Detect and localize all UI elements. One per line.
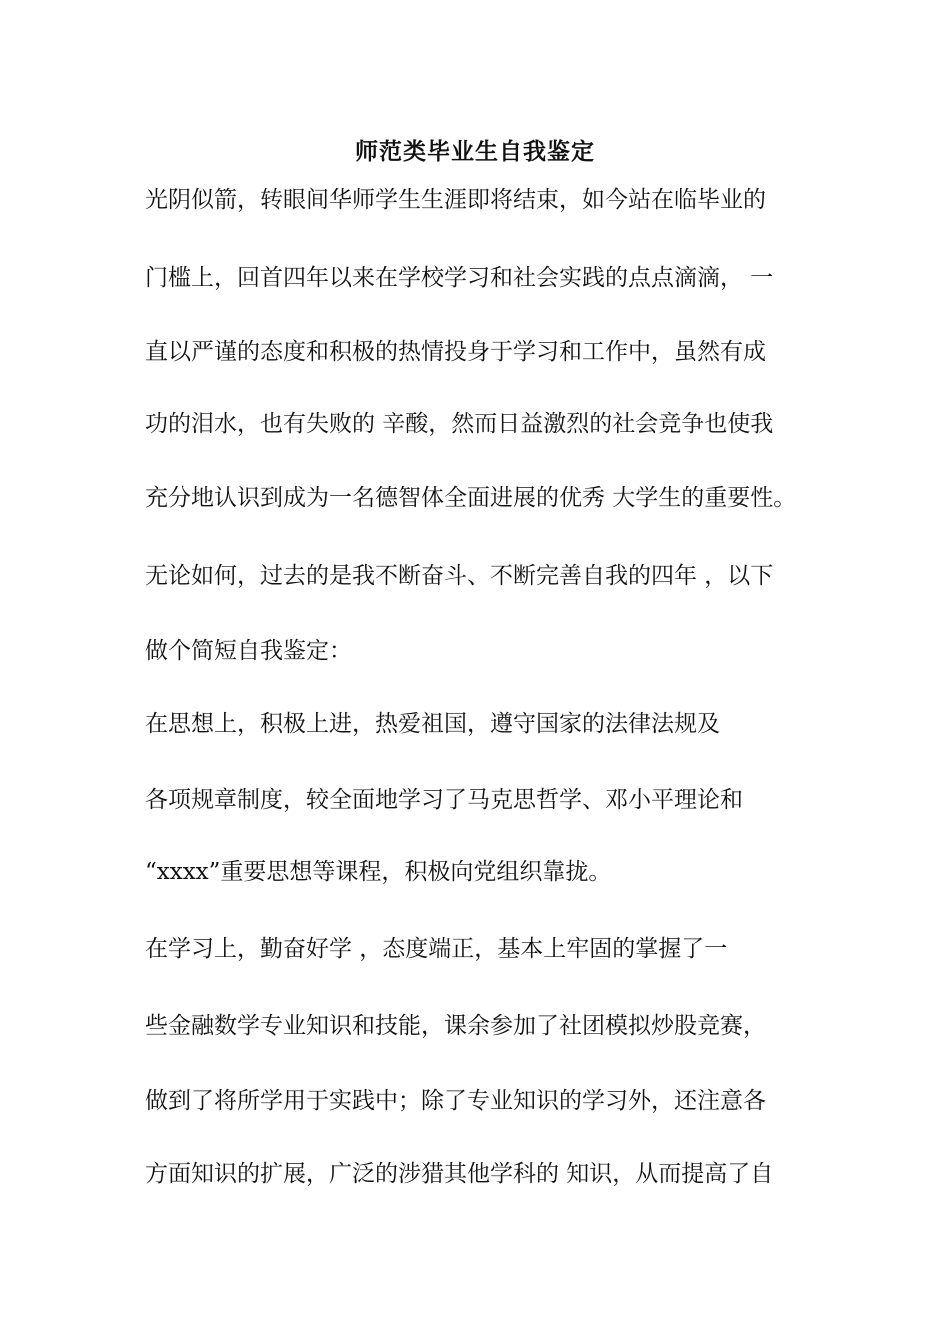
text-line: 直以严谨的态度和积极的热情投身于学习和工作中，虽然有成 <box>145 339 766 365</box>
text-line: 做到了将所学用于实践中；除了专业知识的学习外，还注意各 <box>145 1088 766 1114</box>
text-line: 做个简短自我鉴定： <box>145 638 352 664</box>
text-line: 在学习上，勤奋好学 ，态度端正，基本上牢固的掌握了一 <box>145 936 728 962</box>
text-line: 在思想上，积极上进，热爱祖国，遵守国家的法律法规及 <box>145 711 720 737</box>
text-line: “xxxx”重要思想等课程，积极向党组织靠拢。 <box>145 859 612 885</box>
document-title: 师范类毕业生自我鉴定 <box>355 139 595 165</box>
text-line: 些金融数学专业知识和技能，课余参加了社团模拟炒股竞赛， <box>145 1013 766 1039</box>
text-line: 门槛上，回首四年以来在学校学习和社会实践的点点滴滴， 一 <box>145 265 774 291</box>
text-line: 光阴似箭，转眼间华师学生生涯即将结束，如今站在临毕业的 <box>145 187 766 213</box>
text-line: 方面知识的扩展，广泛的涉猎其他学科的 知识，从而提高了自 <box>145 1161 774 1187</box>
text-line: 无论如何，过去的是我不断奋斗、不断完善自我的四年 ，以下 <box>145 563 774 589</box>
text-line: 充分地认识到成为一名德智体全面进展的优秀 大学生的重要性。 <box>145 485 797 511</box>
text-line: 各项规章制度，较全面地学习了马克思哲学、邓小平理论和 <box>145 787 743 813</box>
text-line: 功的泪水，也有失败的 辛酸，然而日益激烈的社会竞争也使我 <box>145 411 774 437</box>
